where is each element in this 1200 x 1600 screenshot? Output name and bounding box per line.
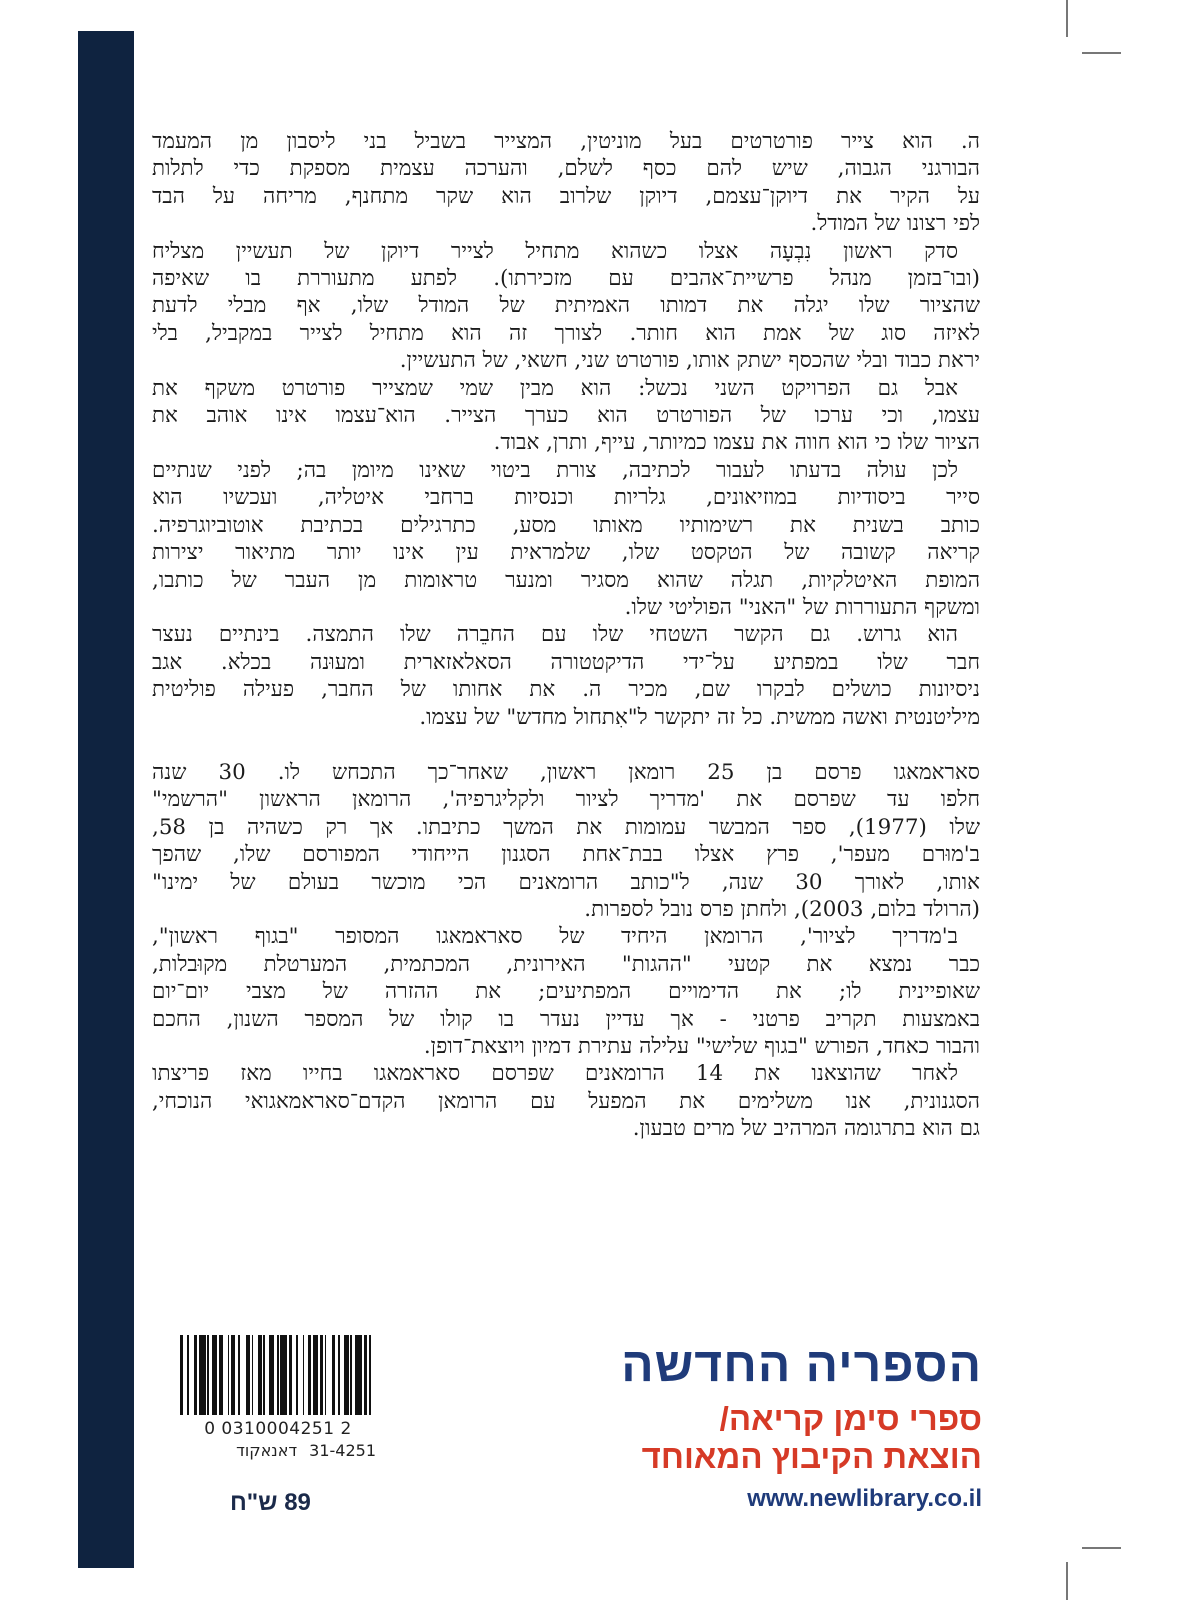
- blurb-line: הוא גרוש. גם הקשר השטחי שלו עם החבֵרה שלו התמצה. בינתיים נעצר: [152, 622, 958, 648]
- blurb-line: חלפו עד שפרסם את 'מדריך לציור ולקליגרפיה', הרומאן הראשון "הרשמי": [152, 787, 980, 813]
- blurb-line: מיליטנטית ואשה ממשית. כל זה יתקשר ל"אִתחול מחדש" של עצמו.: [419, 704, 980, 730]
- blurb-paragraph: [152, 1060, 980, 1142]
- blurb-line: כבר נמצא את קטעי "ההגות" האירונית, המכתמית, המערטלת מקוּבלות,: [152, 951, 980, 977]
- spine-color-bar: [78, 31, 134, 1568]
- price-amount: 89: [284, 1489, 311, 1516]
- blurb-line: שלו (1977), ספר המבשר עמומות את המשך כתיבתו. אך רק כשהיה בן 58,: [152, 814, 980, 840]
- blurb-line: סדק ראשון נִבְעָה אצלו כשהוא מתחיל לצייר דיוקן של תעשיין מצליח: [152, 238, 958, 264]
- publisher-url[interactable]: www.newlibrary.co.il: [747, 1485, 982, 1512]
- blurb-line: המופת האיטלקיות, תגלה שהוא מסגיר ומנער טראומות מן העבר של כותבו,: [152, 567, 980, 593]
- blurb-line: לפי רצונו של המודל.: [810, 211, 980, 237]
- danacode: [180, 1441, 376, 1460]
- blurb-line: על הקיר את דיוקן־עצמם, דיוקן שלרוב הוא שקר מתחנף, מריחה על הבד: [152, 183, 980, 209]
- price: [230, 1489, 311, 1517]
- blurb-line: סייר ביסודיות במוזיאונים, גלריות וכנסיות ברחבי איטליה, ועכשיו הוא: [152, 485, 980, 511]
- blurb-paragraph: [152, 457, 980, 621]
- blurb-line: באמצעות תקריב פרטני - אך עדיין נעדר בו קולו של המספר השנון, החכם: [152, 1006, 980, 1032]
- blurb-line: ה. הוא צייר פורטרטים בעל מוניטין, המצייר בשביל בני ליסבון מן המעמד: [152, 129, 980, 154]
- blurb-line: (הרולד בלום, 2003), ולחתן פרס נובל לספרות.: [584, 896, 980, 922]
- blurb-line: אבל גם הפרויקט השני נכשל: הוא מבין שמי שמצייר פורטרט משקף את: [152, 375, 958, 401]
- blurb-paragraph: [152, 923, 980, 1060]
- blurb-paragraph: [152, 128, 980, 238]
- blurb-line: ב'מדריך לציור', הרומאן היחיד של סאראמאגו המסופר "בגוף ראשון",: [152, 924, 958, 950]
- blurb-paragraph: [152, 375, 980, 457]
- blurb-line: והבור כאחד, הפורש "בגוף שלישי" עלילה עתירת דמיון ויוצאת־דופן.: [423, 1034, 980, 1059]
- blurb-line: לאחר שהוצאנו את 14 הרומאנים שפרסם סאראמאגו בחייו מאז פריצתו: [152, 1061, 958, 1087]
- blurb-line: יראת כבוד ובלי שהכסף ישתק אותו, פורטרט שני, חשאי, של התעשיין.: [399, 348, 980, 374]
- blurb-line: ומשקף התעוררות של "האני" הפוליטי שלו.: [624, 594, 980, 620]
- publisher-imprint-line1: ספרי סימן קריאה/: [719, 1400, 982, 1437]
- barcode-icon: [180, 1335, 376, 1415]
- crop-mark-bottom-vertical: [1066, 1562, 1068, 1600]
- publisher-block: [621, 1340, 982, 1514]
- back-cover-blurb: [152, 128, 980, 1143]
- danacode-label: דאנאקוד: [236, 1441, 298, 1460]
- blurb-line: אותו, לאורך 30 שנה, ל"כותב הרומאנים הכי מוכשר בעולם של ימינו": [152, 869, 980, 895]
- blurb-line: כותב בשנית את רשימותיו מאותו מסע, כתרגילים בכתיבת אוטוביוגרפיה.: [152, 512, 980, 538]
- crop-mark-top-vertical: [1066, 0, 1068, 37]
- barcode-number: 0 0310004251 2: [204, 1419, 352, 1439]
- blurb-paragraph: [152, 621, 980, 731]
- publisher-brand: הספריה החדשה: [621, 1339, 982, 1392]
- blurb-line: ב'מוּרם מעפר', פרץ אצלו בבת־אחת הסגנון הייחודי המפורסם שלו, שהפך: [152, 842, 980, 868]
- price-currency: ש"ח: [230, 1489, 278, 1516]
- blurb-line: לאיזה סוג של אמת הוא חותר. לצורך זה הוא מתחיל לצייר במקביל, בלי: [152, 320, 980, 346]
- barcode-block: [180, 1335, 380, 1460]
- blurb-line: (ובו־בזמן מנהל פרשיית־אהבים עם מזכירתו). לפתע מתעוררת בו שאיפה: [152, 266, 980, 292]
- blurb-line: הסגנונית, אנו משלימים את המפעל עם הרומאן הקדם־סאראמאגואי הנוכחי,: [152, 1088, 980, 1114]
- blurb-line: שהציור שלו יגלה את דמותו האמיתית של המודל שלו, אף מבלי לדעת: [152, 293, 980, 319]
- blurb-line: קריאה קשובה של הטקסט שלו, שלמראית עין אינו יותר מתיאור יצירות: [152, 540, 980, 566]
- blurb-line: חבר שלו במפתיע על־ידי הדיקטטורה הסאלאזארית ומעוּנה בכלא. אגב: [152, 649, 980, 675]
- blurb-paragraph: [152, 759, 980, 923]
- blurb-line: לכן עולה בדעתו לעבור לכתיבה, צורת ביטוי שאינו מיומן בה; לפני שנתיים: [152, 457, 958, 483]
- crop-mark-bottom-horizontal: [1082, 1547, 1121, 1549]
- blurb-line: סאראמאגו פרסם בן 25 רומאן ראשון, שאחר־כך התכחש לו. 30 שנה: [152, 759, 980, 785]
- publisher-imprint-line2: הוצאת הקיבוץ המאוחד: [641, 1438, 982, 1475]
- blurb-line: ניסיונות כושלים לבקרו שם, מכיר ה. את אחותו של החבר, פעילה פוליטית: [152, 677, 980, 703]
- blurb-line: שאופיינית לו; את הדימויים המפתיעים; את ההזרה של מצבי יום־יום: [152, 979, 980, 1005]
- danacode-value: 31-4251: [309, 1441, 376, 1460]
- blurb-line: עצמו, וכי ערכו של הפורטרט הוא כערך הצייר. הוא־עצמו אינו אוהב את: [152, 403, 980, 429]
- blurb-line: גם הוא בתרגומה המרהיב של מרים טבעון.: [632, 1116, 980, 1142]
- section-gap: [152, 731, 980, 759]
- blurb-paragraph: [152, 238, 980, 375]
- blurb-line: הבורגני הגבוה, שיש להם כסף לשלם, והערכה עצמית מספקת כדי לתלות: [152, 156, 980, 182]
- crop-mark-top-horizontal: [1082, 52, 1121, 54]
- blurb-line: הציור שלו כי הוא חווה את עצמו כמיותר, עייף, ותרן, אבוד.: [493, 430, 980, 456]
